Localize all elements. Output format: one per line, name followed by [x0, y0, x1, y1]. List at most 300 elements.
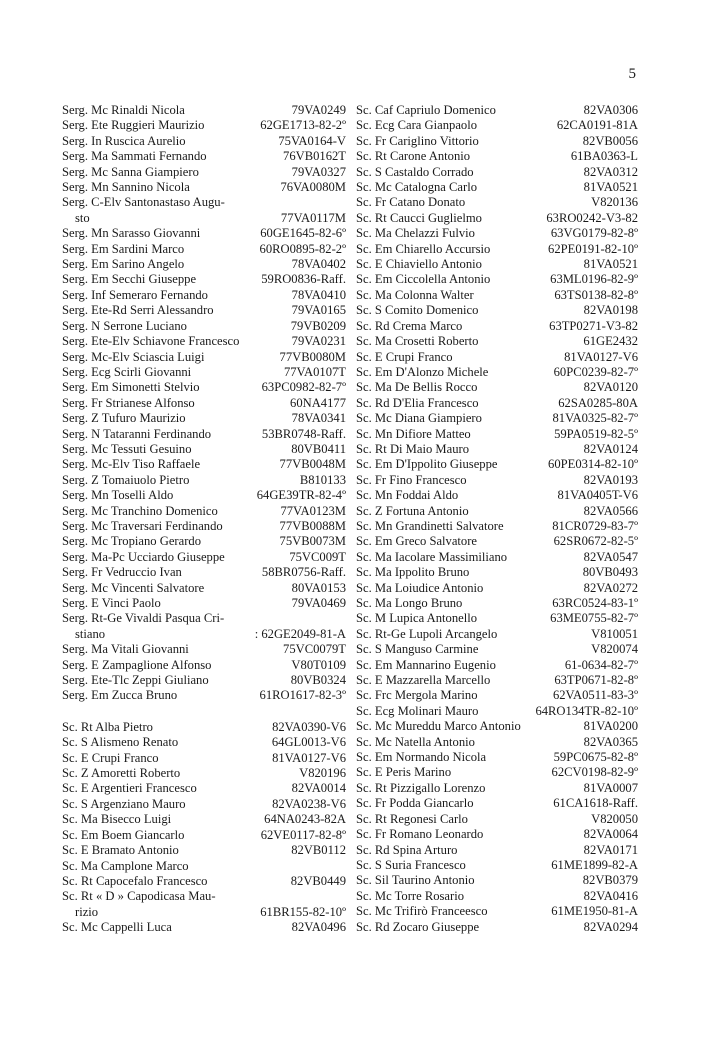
list-item	[356, 226, 638, 241]
entry-code: 61-0634-82-7º	[564, 657, 638, 672]
entry-name: Serg. Ete Ruggieri Maurizio	[62, 118, 205, 133]
entry-code: 82VA0294	[583, 919, 638, 934]
entry-code: 61CA1618-Raff.	[553, 796, 638, 811]
list-item	[62, 195, 346, 226]
entry-code: 78VA0402	[291, 257, 346, 272]
entry-code: 82VA0272	[583, 580, 638, 595]
entry-name: Serg. Mn Sarasso Giovanni	[62, 226, 201, 241]
entry-code: 78VA0341	[291, 411, 346, 426]
entry-code: 79VA0165	[291, 303, 346, 318]
entry-name: Sc. Ma De Bellis Rocco	[356, 380, 478, 395]
entry-code: 75VC0079T	[283, 642, 346, 657]
entry-name: Sc. Mn Grandinetti Salvatore	[356, 518, 504, 533]
entry-name: Serg. Ete-Elv Schiavone Francesco	[62, 334, 240, 349]
entry-code: 82VA0193	[583, 472, 638, 487]
entry-name: Sc. E Peris Marino	[356, 765, 452, 780]
list-item	[356, 457, 638, 472]
entry-name: Serg. Mc Vincenti Salvatore	[62, 580, 205, 595]
list-item	[62, 859, 346, 874]
list-item	[62, 874, 346, 889]
entry-code: 61GE2432	[583, 334, 638, 349]
entry-code: 62CA0191-81A	[556, 118, 638, 133]
list-item	[356, 796, 638, 811]
list-item	[356, 812, 638, 827]
entry-code: 77VB0048M	[279, 457, 346, 472]
entry-code: 77VB0088M	[279, 518, 346, 533]
list-item	[62, 828, 346, 843]
entry-name: Serg. Mn Toselli Aldo	[62, 488, 174, 503]
list-item	[356, 642, 638, 657]
list-item	[356, 103, 638, 118]
list-item	[356, 920, 638, 935]
entry-continuation-line	[62, 211, 346, 226]
list-item	[62, 581, 346, 596]
list-item	[62, 118, 346, 133]
entry-name: Sc. Em Boem Giancarlo	[62, 827, 185, 842]
entry-name: Sc. Z Fortuna Antonio	[356, 503, 469, 518]
entry-name: Serg. Mc Sanna Giampiero	[62, 164, 199, 179]
entry-code: 77VA0117M	[280, 210, 346, 225]
list-item	[356, 488, 638, 503]
list-item	[62, 257, 346, 272]
entry-code: 77VA0123M	[280, 503, 346, 518]
entry-name: Sc. Rd Spina Arturo	[356, 842, 458, 857]
entry-name: Serg. N Serrone Luciano	[62, 318, 187, 333]
entry-code: 82VA0120	[583, 380, 638, 395]
list-item	[356, 272, 638, 287]
entry-name: Sc. S Argenziano Mauro	[62, 796, 186, 811]
entry-name: Sc. Mc Diana Giampiero	[356, 411, 482, 426]
entry-name: Sc. Mc Catalogna Carlo	[356, 180, 478, 195]
entry-code: 60PE0314-82-10º	[548, 457, 638, 472]
entry-code: 82VA0171	[583, 842, 638, 857]
list-item	[62, 781, 346, 796]
entry-name: Sc. E Argentieri Francesco	[62, 781, 197, 796]
list-item	[62, 411, 346, 426]
entry-name: Serg. Ma-Pc Ucciardo Giuseppe	[62, 549, 225, 564]
entry-name: Serg. Ecg Scirli Giovanni	[62, 364, 192, 379]
list-item	[62, 103, 346, 118]
list-item	[356, 565, 638, 580]
list-item	[356, 118, 638, 133]
entry-name: Sc. Fr Fino Francesco	[356, 472, 467, 487]
entry-name: Sc. Rt Capocefalo Francesco	[62, 873, 208, 888]
entry-name: Sc. Rt Caucci Guglielmo	[356, 210, 482, 225]
entry-name: Sc. Ma Camplone Marco	[62, 858, 189, 873]
entry-name: Sc. Sil Taurino Antonio	[356, 873, 475, 888]
list-item	[62, 427, 346, 442]
entry-code: 80VB0493	[582, 565, 638, 580]
list-item	[356, 242, 638, 257]
list-item	[356, 596, 638, 611]
entry-name-continuation: rizio	[75, 904, 99, 919]
entry-code: 63TP0671-82-8º	[554, 673, 638, 688]
entry-name: Sc. E Bramato Antonio	[62, 843, 179, 858]
list-item	[62, 596, 346, 611]
entry-code: 77VA0107T	[283, 364, 346, 379]
list-item	[356, 704, 638, 719]
entry-code: 63TS0138-82-8º	[554, 287, 638, 302]
list-item	[356, 873, 638, 888]
entry-name: Sc. S Suria Francesco	[356, 857, 466, 872]
entry-name: Serg. N Tataranni Ferdinando	[62, 426, 212, 441]
entry-name: Sc. Mc Mureddu Marco Antonio	[356, 719, 521, 734]
list-item	[62, 288, 346, 303]
entry-code: 82VA0238-V6	[272, 796, 346, 811]
entry-code: V820136	[591, 195, 638, 210]
entry-continuation-line	[62, 627, 346, 642]
list-item	[356, 719, 638, 734]
entry-name: Sc. Fr Cariglino Vittorio	[356, 133, 479, 148]
entry-code: 82VA0566	[583, 503, 638, 518]
entry-continuation-line	[62, 905, 346, 920]
list-item	[62, 442, 346, 457]
entry-code: 61ME1950-81-A	[551, 904, 638, 919]
entry-name: Serg. In Ruscica Aurelio	[62, 133, 186, 148]
entry-code: 79VB0209	[290, 318, 346, 333]
entry-name: Sc. Mn Foddai Aldo	[356, 488, 459, 503]
list-item	[356, 781, 638, 796]
list-item	[356, 257, 638, 272]
entry-name: Sc. Ma Crosetti Roberto	[356, 334, 479, 349]
entry-code: 62GE1713-82-2º	[260, 118, 346, 133]
entry-code: 81VA0127-V6	[564, 349, 638, 364]
list-item	[62, 673, 346, 688]
entry-name: Sc. Rt Alba Pietro	[62, 719, 153, 734]
entry-name: Sc. Ma Colonna Walter	[356, 287, 474, 302]
entry-code: V810051	[591, 626, 638, 641]
entry-code: 58BR0756-Raff.	[261, 565, 346, 580]
list-item	[356, 288, 638, 303]
entry-code: 64GE39TR-82-4º	[256, 488, 346, 503]
entry-name: Sc. Em Chiarello Accursio	[356, 241, 491, 256]
entry-name: Serg. Fr Strianese Alfonso	[62, 395, 195, 410]
list-item	[356, 350, 638, 365]
list-item	[356, 658, 638, 673]
entry-name: Sc. Rt Di Maio Mauro	[356, 441, 469, 456]
entry-name: Serg. Ete-Rd Serri Alessandro	[62, 303, 214, 318]
entry-code: 75VC009T	[289, 549, 346, 564]
list-item	[62, 565, 346, 580]
list-item	[356, 334, 638, 349]
entry-code: 76VB0162T	[283, 149, 346, 164]
entry-name: Sc. Em Mannarino Eugenio	[356, 657, 496, 672]
page-number: 5	[628, 66, 636, 82]
entry-name: Serg. Ma Vitali Giovanni	[62, 642, 189, 657]
entry-code: 61BR155-82-10º	[260, 904, 346, 919]
list-item	[62, 504, 346, 519]
list-item	[62, 534, 346, 549]
entry-name: Sc. E Mazzarella Marcello	[356, 673, 491, 688]
list-item	[356, 765, 638, 780]
list-item	[62, 396, 346, 411]
entry-code: 63PC0982-82-7º	[261, 380, 346, 395]
entry-name: Serg. Mc Tropiano Gerardo	[62, 534, 201, 549]
list-item	[62, 642, 346, 657]
list-item	[62, 350, 346, 365]
list-item	[356, 149, 638, 164]
entry-code: 82VA0547	[583, 549, 638, 564]
entry-name: Sc. Rd Zocaro Giuseppe	[356, 919, 480, 934]
list-item	[62, 735, 346, 750]
list-item	[62, 134, 346, 149]
entry-code: B810133	[299, 472, 346, 487]
list-item	[356, 550, 638, 565]
entry-code: V820050	[591, 811, 638, 826]
list-item	[356, 195, 638, 210]
entry-name: Sc. S Castaldo Corrado	[356, 164, 474, 179]
entry-name: Sc. Rt « D » Capodicasa Mau-	[62, 889, 216, 904]
entry-name: Sc. Ma Bisecco Luigi	[62, 812, 172, 827]
entry-name: Sc. Mc Trifirò Franceesco	[356, 904, 488, 919]
entry-code: 64NA0243-82A	[264, 812, 346, 827]
entry-name: Sc. Rd D'Elia Francesco	[356, 395, 479, 410]
entry-name: Sc. Rt Regonesi Carlo	[356, 811, 468, 826]
list-item	[356, 134, 638, 149]
list-item	[356, 411, 638, 426]
list-item	[62, 797, 346, 812]
entry-name: Sc. S Manguso Carmine	[356, 642, 479, 657]
entry-name-continuation: stiano	[75, 626, 106, 641]
list-item	[62, 365, 346, 380]
list-item	[356, 750, 638, 765]
entry-code: 62CV0198-82-9º	[551, 765, 638, 780]
list-item	[356, 735, 638, 750]
entry-name: Serg. Mc-Elv Tiso Raffaele	[62, 457, 201, 472]
entry-code: 59RO0836-Raff.	[261, 272, 346, 287]
entry-name: Serg. Ma Sammati Fernando	[62, 149, 207, 164]
entry-code: V80T0109	[291, 657, 346, 672]
entry-name: Serg. Em Zucca Bruno	[62, 688, 178, 703]
list-item	[356, 380, 638, 395]
list-item	[356, 165, 638, 180]
entry-name: Serg. Mc-Elv Sciascia Luigi	[62, 349, 205, 364]
list-item	[356, 611, 638, 626]
entry-name: Sc. Ma Ippolito Bruno	[356, 565, 470, 580]
entry-code: 82VA0312	[583, 164, 638, 179]
entry-code: 60NA4177	[290, 395, 346, 410]
entry-name: Serg. Em Secchi Giuseppe	[62, 272, 197, 287]
entry-name: Serg. Mc Tranchino Domenico	[62, 503, 218, 518]
entry-name: Sc. S Comito Domenico	[356, 303, 479, 318]
entry-name: Serg. Fr Vedruccio Ivan	[62, 565, 182, 580]
entry-name: Sc. Fr Podda Giancarlo	[356, 796, 474, 811]
list-item	[356, 365, 638, 380]
entry-name: Serg. Mc Tessuti Gesuino	[62, 441, 192, 456]
list-item	[62, 473, 346, 488]
list-item	[356, 827, 638, 842]
entry-code: V820196	[299, 766, 346, 781]
entry-name: Sc. Ma Longo Bruno	[356, 596, 463, 610]
entry-code: : 62GE2049-81-A	[254, 626, 346, 641]
list-item	[356, 581, 638, 596]
entry-code: 62SR0672-82-5º	[553, 534, 638, 549]
list-item	[356, 673, 638, 688]
list-item	[356, 904, 638, 919]
entry-code: 80VB0411	[291, 441, 346, 456]
list-item	[62, 272, 346, 287]
entry-name: Sc. Em D'Ippolito Giuseppe	[356, 457, 498, 472]
entry-code: V820074	[591, 642, 638, 657]
entry-code: 59PC0675-82-8º	[553, 750, 638, 765]
list-item	[356, 688, 638, 703]
list-item	[356, 427, 638, 442]
list-item	[62, 720, 346, 735]
right-column	[356, 103, 638, 935]
list-item	[62, 165, 346, 180]
entry-code: 61RO1617-82-3º	[259, 688, 346, 703]
entry-code: 79VA0327	[291, 164, 346, 179]
entry-code: 60RO0895-82-2º	[259, 241, 346, 256]
entry-name: Sc. E Chiaviello Antonio	[356, 257, 482, 272]
entry-name: Sc. Mc Natella Antonio	[356, 734, 475, 749]
left-column	[62, 103, 346, 936]
entry-code: 60GE1645-82-6º	[260, 226, 346, 241]
entry-name: Sc. Frc Mergola Marino	[356, 688, 478, 703]
entry-code: 62PE0191-82-10º	[548, 241, 638, 256]
entry-code: 59PA0519-82-5º	[554, 426, 638, 441]
entry-code: 82VB0379	[582, 873, 638, 888]
list-item	[62, 226, 346, 241]
entry-code: 61ME1899-82-A	[551, 857, 638, 872]
entry-name: Sc. Fr Catano Donato	[356, 195, 466, 210]
entry-code: 63TP0271-V3-82	[549, 318, 638, 333]
entry-name: Sc. Ma Chelazzi Fulvio	[356, 226, 475, 241]
entry-code: 62VE0117-82-8º	[260, 827, 346, 842]
list-item	[62, 488, 346, 503]
entry-name: Sc. Rd Crema Marco	[356, 318, 463, 333]
entry-name: Sc. Ecg Molinari Mauro	[356, 703, 479, 718]
entry-name: Sc. Rt-Ge Lupoli Arcangelo	[356, 626, 498, 641]
entry-name: Sc. Ecg Cara Gianpaolo	[356, 118, 477, 133]
entry-code: 76VA0080M	[280, 180, 346, 195]
entry-name: Serg. Em Simonetti Stelvio	[62, 380, 200, 395]
entry-code: 63RO0242-V3-82	[546, 210, 638, 225]
entry-name: Sc. Rt Carone Antonio	[356, 149, 471, 164]
list-item	[62, 812, 346, 827]
entry-code: 82VA0124	[583, 441, 638, 456]
list-item	[62, 751, 346, 766]
entry-code: 79VA0231	[291, 334, 346, 349]
entry-name: Serg. E Vinci Paolo	[62, 596, 161, 610]
entry-name: Serg. Em Sardini Marco	[62, 241, 185, 256]
entry-name-continuation: sto	[75, 210, 90, 225]
entry-code: 80VB0324	[290, 673, 346, 688]
list-item	[356, 211, 638, 226]
entry-code: 82VA0198	[583, 303, 638, 318]
entry-name: Serg. C-Elv Santonastaso Augu-	[62, 195, 225, 210]
list-item	[356, 442, 638, 457]
entry-code: 81VA0007	[583, 780, 638, 795]
entry-name: Sc. E Crupi Franco	[356, 349, 453, 364]
list-item	[62, 843, 346, 858]
entry-code: 81VA0325-82-7º	[552, 411, 638, 426]
entry-code: 61BA0363-L	[570, 149, 638, 164]
entry-code: 60PC0239-82-7º	[553, 364, 638, 379]
entry-name: Serg. Em Sarino Angelo	[62, 257, 185, 272]
entry-name: Serg. Mn Sannino Nicola	[62, 180, 190, 195]
entry-name: Serg. E Zampaglione Alfonso	[62, 657, 212, 672]
entry-code: 82VA0416	[583, 888, 638, 903]
entry-name: Sc. Em Normando Nicola	[356, 750, 487, 765]
list-item	[356, 396, 638, 411]
entry-name: Sc. Ma Iacolare Massimiliano	[356, 549, 508, 564]
entry-name: Serg. Rt-Ge Vivaldi Pasqua Cri-	[62, 611, 225, 626]
list-item	[62, 766, 346, 781]
entry-code: 79VA0469	[291, 596, 346, 610]
list-item	[356, 889, 638, 904]
list-item	[62, 658, 346, 673]
entry-name: Sc. Em Ciccolella Antonio	[356, 272, 491, 287]
entry-code: 82VB0056	[582, 133, 638, 148]
list-item	[62, 319, 346, 334]
entry-name: Serg. Mc Rinaldi Nicola	[62, 103, 185, 117]
list-item	[62, 380, 346, 395]
entry-name: Sc. M Lupica Antonello	[356, 611, 478, 626]
entry-name: Sc. Z Amoretti Roberto	[62, 766, 181, 781]
entry-name: Sc. Caf Capriulo Domenico	[356, 103, 496, 117]
list-item	[62, 303, 346, 318]
list-item	[62, 611, 346, 642]
entry-code: 82VA0064	[583, 827, 638, 842]
entry-name: Sc. Mc Cappelli Luca	[62, 920, 172, 935]
list-item	[356, 843, 638, 858]
entry-name: Sc. Ma Loiudice Antonio	[356, 580, 484, 595]
entry-code: 81VA0521	[583, 257, 638, 272]
entry-code: 75VB0073M	[279, 534, 346, 549]
entry-code: 82VA0306	[583, 103, 638, 117]
list-item	[356, 473, 638, 488]
entry-name: Sc. Em Greco Salvatore	[356, 534, 477, 549]
entry-code: 82VA0496	[291, 920, 346, 935]
list-item	[356, 627, 638, 642]
entry-code: 63ML0196-82-9º	[550, 272, 638, 287]
entry-name: Sc. S Alismeno Renato	[62, 735, 179, 750]
entry-name: Serg. Mc Traversari Ferdinando	[62, 518, 223, 533]
entry-code: 77VB0080M	[279, 349, 346, 364]
entry-code: 62VA0511-83-3º	[552, 688, 638, 703]
list-item	[356, 180, 638, 195]
list-item	[62, 688, 346, 703]
entry-code: 64GL0013-V6	[271, 735, 346, 750]
list-item	[356, 303, 638, 318]
list-item	[62, 457, 346, 472]
list-item	[62, 334, 346, 349]
list-item	[62, 149, 346, 164]
entry-code: 82VA0365	[583, 734, 638, 749]
entry-code: 81CR0729-83-7º	[552, 518, 638, 533]
entry-code: 63RC0524-83-1º	[552, 596, 638, 610]
entry-code: 82VB0112	[291, 843, 346, 858]
list-item	[356, 504, 638, 519]
entry-name: Sc. E Crupi Franco	[62, 750, 159, 765]
entry-code: 80VA0153	[291, 580, 346, 595]
entry-name: Serg. Z Tomaiuolo Pietro	[62, 472, 190, 487]
list-item	[62, 180, 346, 195]
entry-code: 75VA0164-V	[278, 133, 346, 148]
entry-name: Serg. Inf Semeraro Fernando	[62, 287, 208, 302]
list-item	[62, 519, 346, 534]
entry-code: 79VA0249	[291, 103, 346, 117]
list-item	[356, 519, 638, 534]
entry-code: 81VA0521	[583, 180, 638, 195]
entry-code: 53BR0748-Raff.	[261, 426, 346, 441]
entry-code: 82VB0449	[290, 873, 346, 888]
entry-code: 81VA0405T-V6	[557, 488, 638, 503]
entry-name: Sc. Mn Difiore Matteo	[356, 426, 471, 441]
list-item	[356, 319, 638, 334]
entry-code: 63ME0755-82-7º	[550, 611, 638, 626]
